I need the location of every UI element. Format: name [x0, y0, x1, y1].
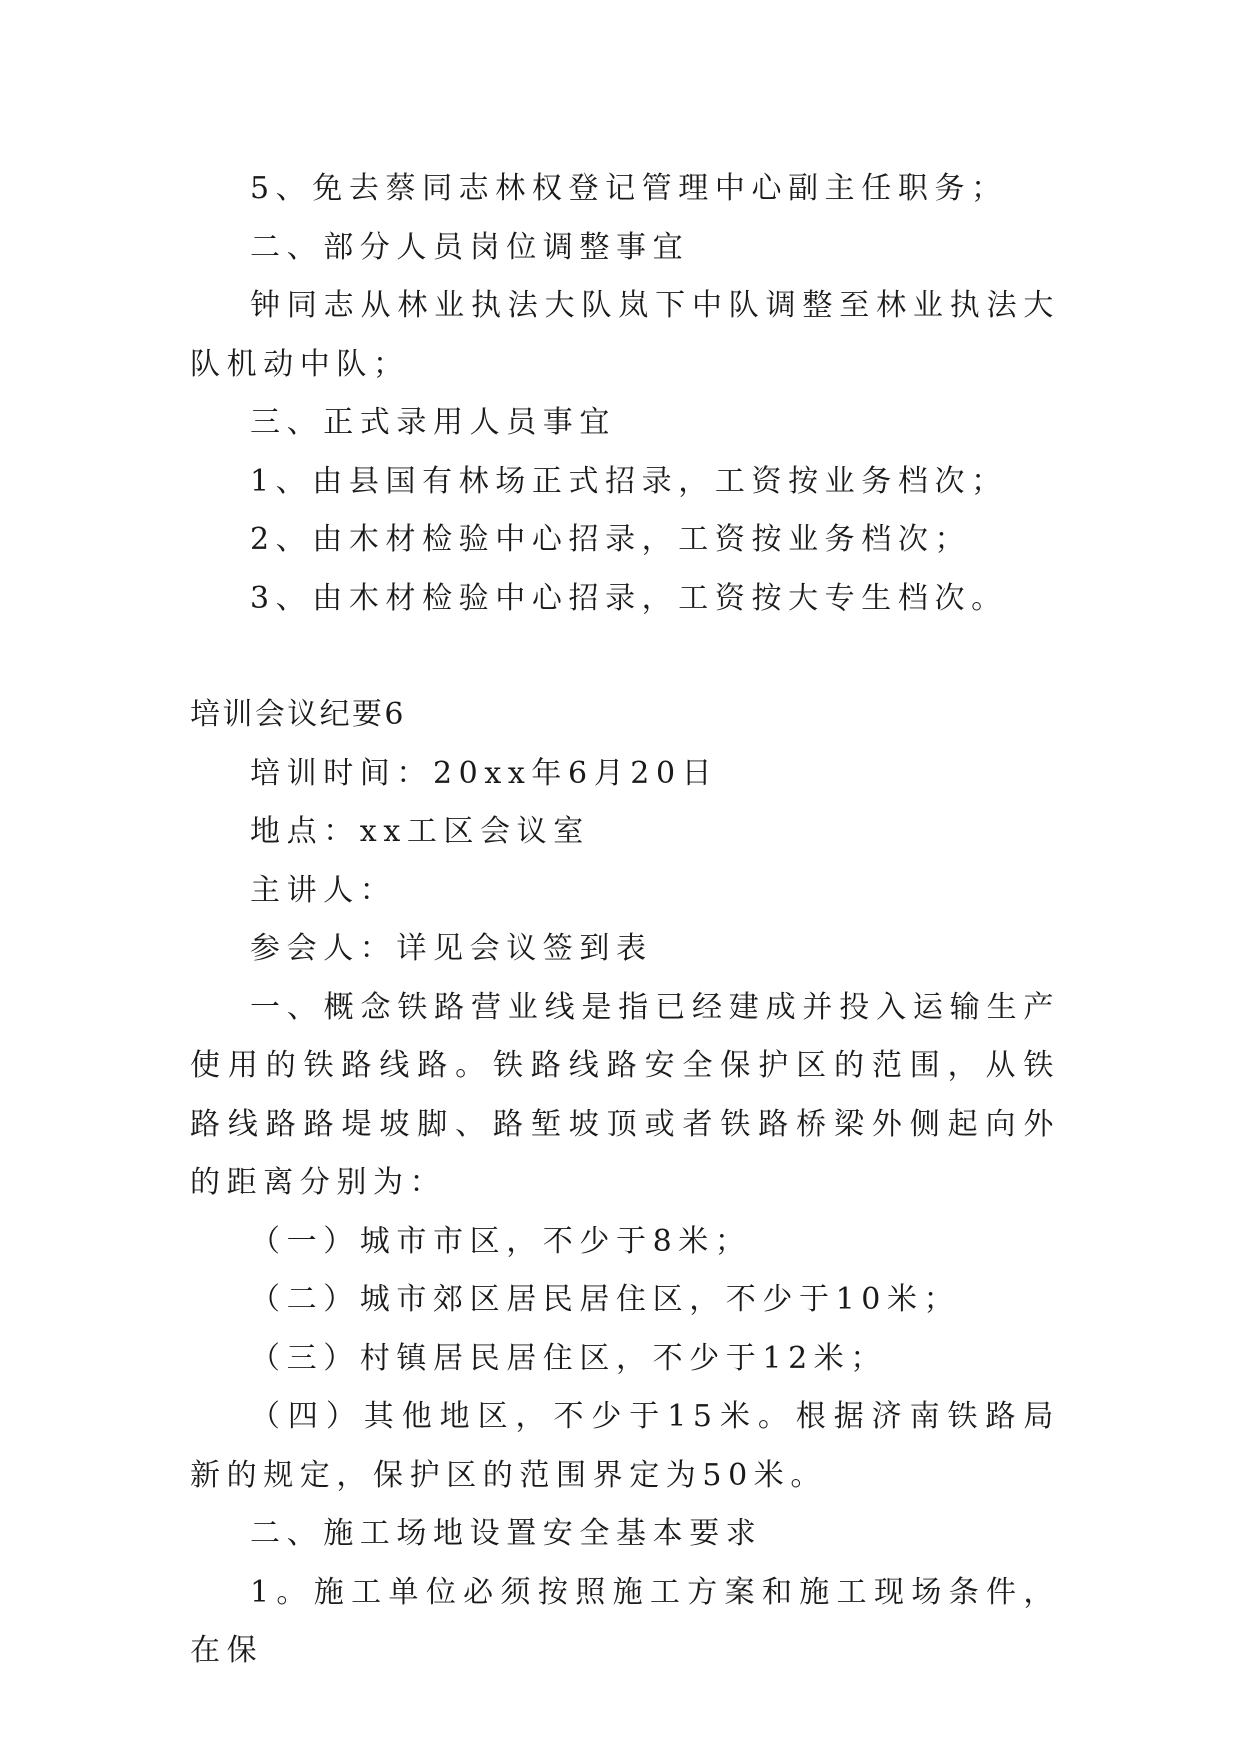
- paragraph-position-adjustment: 钟同志从林业执法大队岚下中队调整至林业执法大队机动中队；: [190, 288, 1060, 382]
- paragraph-hiring-item-3: 3、由木材检验中心招录，工资按大专生档次。: [250, 580, 1008, 616]
- paragraph-training-time: 培训时间：20xx年6月20日: [250, 755, 719, 791]
- paragraph-concept: 一、概念铁路营业线是指已经建成并投入运输生产使用的铁路线路。铁路线路安全保护区的范围，从铁路线路路堤坡脚、路堑坡顶或者铁路桥梁外侧起向外的距离分别为：: [190, 989, 1060, 1200]
- paragraph-attendees: 参会人：详见会议签到表: [250, 931, 653, 966]
- paragraph-distance-urban: （一）城市市区，不少于8米；: [250, 1223, 752, 1259]
- heading-position-adjustment: 二、部分人员岗位调整事宜: [250, 229, 690, 265]
- document-body: [190, 160, 1060, 1681]
- paragraph-distance-village: （三）村镇居民居住区，不少于12米；: [250, 1340, 887, 1376]
- heading-formal-hiring: 三、正式录用人员事宜: [250, 405, 616, 440]
- paragraph-distance-other: （四）其他地区，不少于15米。根据济南铁路局新的规定，保护区的范围界定为50米。: [190, 1399, 1060, 1493]
- paragraph-distance-suburban: （二）城市郊区居民居住区，不少于10米；: [250, 1282, 961, 1317]
- section-title-training-minutes: 培训会议纪要6: [190, 697, 406, 732]
- heading-site-safety: 二、施工场地设置安全基本要求: [250, 1516, 763, 1551]
- paragraph-site-safety-item-1: 1。施工单位必须按照施工方案和施工现场条件，在保: [190, 1574, 1060, 1668]
- paragraph-dismissal-item-5: 5、免去蔡同志林权登记管理中心副主任职务；: [250, 171, 1008, 206]
- paragraph-training-place: 地点：xx工区会议室: [250, 814, 590, 849]
- paragraph-hiring-item-2: 2、由木材检验中心招录，工资按业务档次；: [250, 522, 972, 557]
- paragraph-speaker: 主讲人：: [250, 872, 397, 908]
- paragraph-hiring-item-1: 1、由县国有林场正式招录，工资按业务档次；: [250, 463, 1008, 499]
